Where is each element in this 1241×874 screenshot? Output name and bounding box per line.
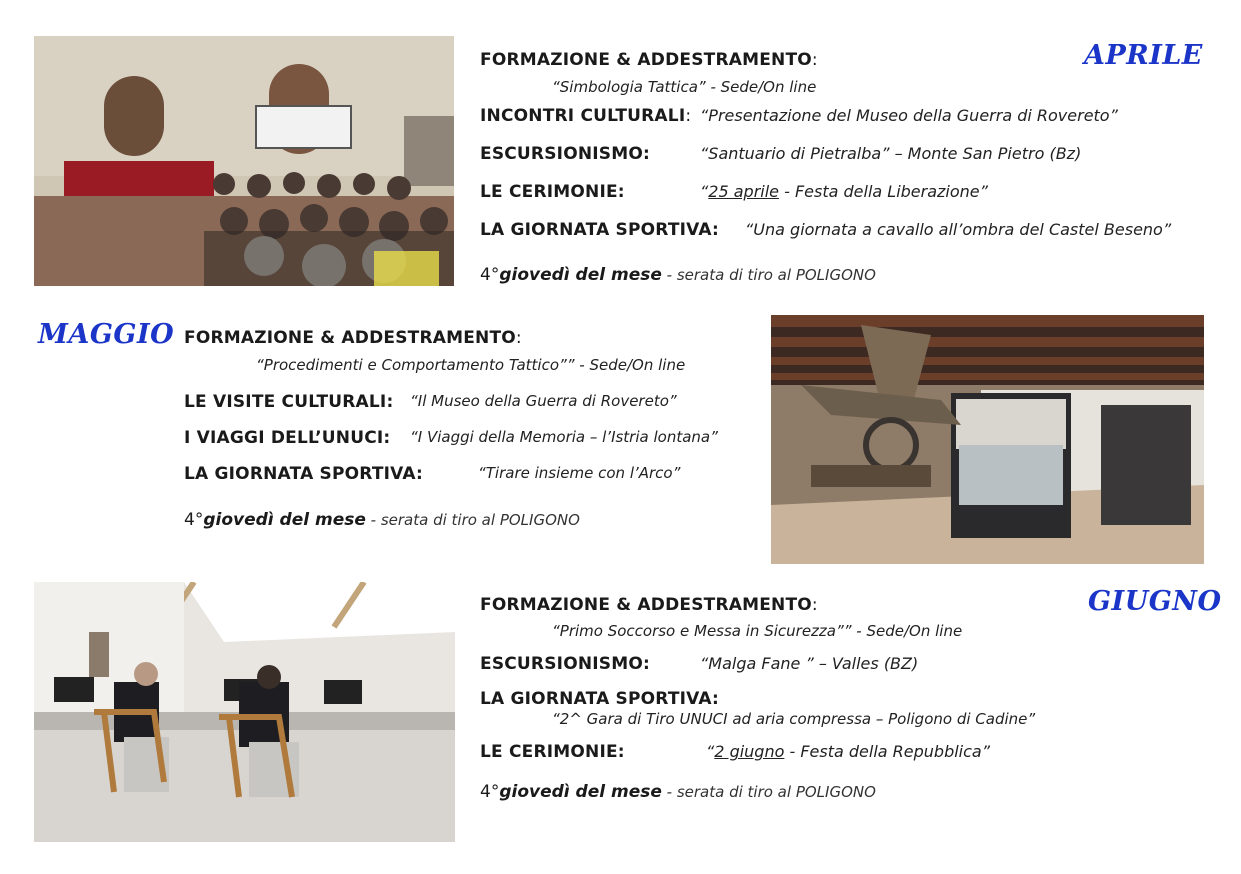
april-hiking-label: ESCURSIONISMO:	[480, 144, 651, 164]
april-ceremony-date: 25 aprile	[708, 182, 780, 201]
june-sport-value: “2^ Gara di Tiro UNUCI ad aria compressa – Poligono di Cadine”	[552, 710, 1036, 728]
june-ceremony-text: - Festa della Repubblica”	[784, 742, 991, 761]
june-training-value: “Primo Soccorso e Messa in Sicurezza”” - Sede/On line	[552, 622, 963, 640]
may-visit-value: “Il Museo della Guerra di Rovereto”	[410, 392, 677, 410]
month-may: MAGGIO	[38, 319, 175, 350]
may-training-value: “Procedimenti e Comportamento Tattico”” - Sede/On line	[256, 356, 686, 374]
june-thursday	[480, 782, 876, 802]
may-visit-label: LE VISITE CULTURALI:	[184, 392, 394, 412]
april-ceremony-value: “25 aprile - Festa della Liberazione”	[700, 182, 988, 201]
june-thursday-text: - serata di tiro al POLIGONO	[661, 783, 876, 801]
may-thursday	[184, 510, 580, 530]
april-training-label-text: FORMAZIONE & ADDESTRAMENTO	[480, 50, 812, 70]
april-sport-label: LA GIORNATA SPORTIVA:	[480, 220, 720, 240]
april-thursday-label: giovedì del mese	[499, 265, 662, 285]
month-june: GIUGNO	[1088, 586, 1222, 617]
april-culture-label-text: INCONTRI CULTURALI	[480, 106, 686, 126]
june-thursday-number: 4°	[480, 782, 500, 802]
april-ceremony-label: LE CERIMONIE:	[480, 182, 625, 202]
may-trips-label: I VIAGGI DELL’UNUCI:	[184, 428, 391, 448]
april-training-value: “Simbologia Tattica” - Sede/On line	[552, 78, 817, 96]
june-training-label: FORMAZIONE & ADDESTRAMENTO:	[480, 595, 818, 615]
may-thursday-label: giovedì del mese	[203, 510, 366, 530]
june-hiking-label: ESCURSIONISMO:	[480, 654, 651, 674]
photo-museum	[771, 315, 1204, 564]
april-sport-value: “Una giornata a cavallo all’ombra del Castel Beseno”	[745, 220, 1172, 239]
april-culture-label: INCONTRI CULTURALI:	[480, 106, 692, 126]
april-ceremony-text: - Festa della Liberazione”	[779, 182, 988, 201]
may-sport-label: LA GIORNATA SPORTIVA:	[184, 464, 424, 484]
april-culture-value: “Presentazione del Museo della Guerra di Rovereto”	[700, 106, 1118, 125]
june-ceremony-value: “2 giugno - Festa della Repubblica”	[706, 742, 991, 761]
june-hiking-value: “Malga Fane ” – Valles (BZ)	[700, 654, 919, 673]
june-sport-label: LA GIORNATA SPORTIVA:	[480, 689, 720, 709]
june-ceremony-date: 2 giugno	[714, 742, 785, 761]
month-april: APRILE	[1084, 40, 1203, 71]
may-training-label-text: FORMAZIONE & ADDESTRAMENTO	[184, 328, 516, 348]
may-thursday-text: - serata di tiro al POLIGONO	[365, 511, 580, 529]
april-thursday-text: - serata di tiro al POLIGONO	[661, 266, 876, 284]
april-hiking-value: “Santuario di Pietralba” – Monte San Pietro (Bz)	[700, 144, 1082, 163]
june-thursday-label: giovedì del mese	[499, 782, 662, 802]
may-sport-value: “Tirare insieme con l’Arco”	[478, 464, 681, 482]
april-thursday	[480, 265, 876, 285]
photo-shooting-range	[34, 582, 455, 842]
june-training-label-text: FORMAZIONE & ADDESTRAMENTO	[480, 595, 812, 615]
april-thursday-number: 4°	[480, 265, 500, 285]
june-ceremony-label: LE CERIMONIE:	[480, 742, 625, 762]
april-training-label: FORMAZIONE & ADDESTRAMENTO:	[480, 50, 818, 70]
photo-conference	[34, 36, 454, 286]
may-training-label: FORMAZIONE & ADDESTRAMENTO:	[184, 328, 522, 348]
may-thursday-number: 4°	[184, 510, 204, 530]
may-trips-value: “I Viaggi della Memoria – l’Istria lontana”	[410, 428, 718, 446]
